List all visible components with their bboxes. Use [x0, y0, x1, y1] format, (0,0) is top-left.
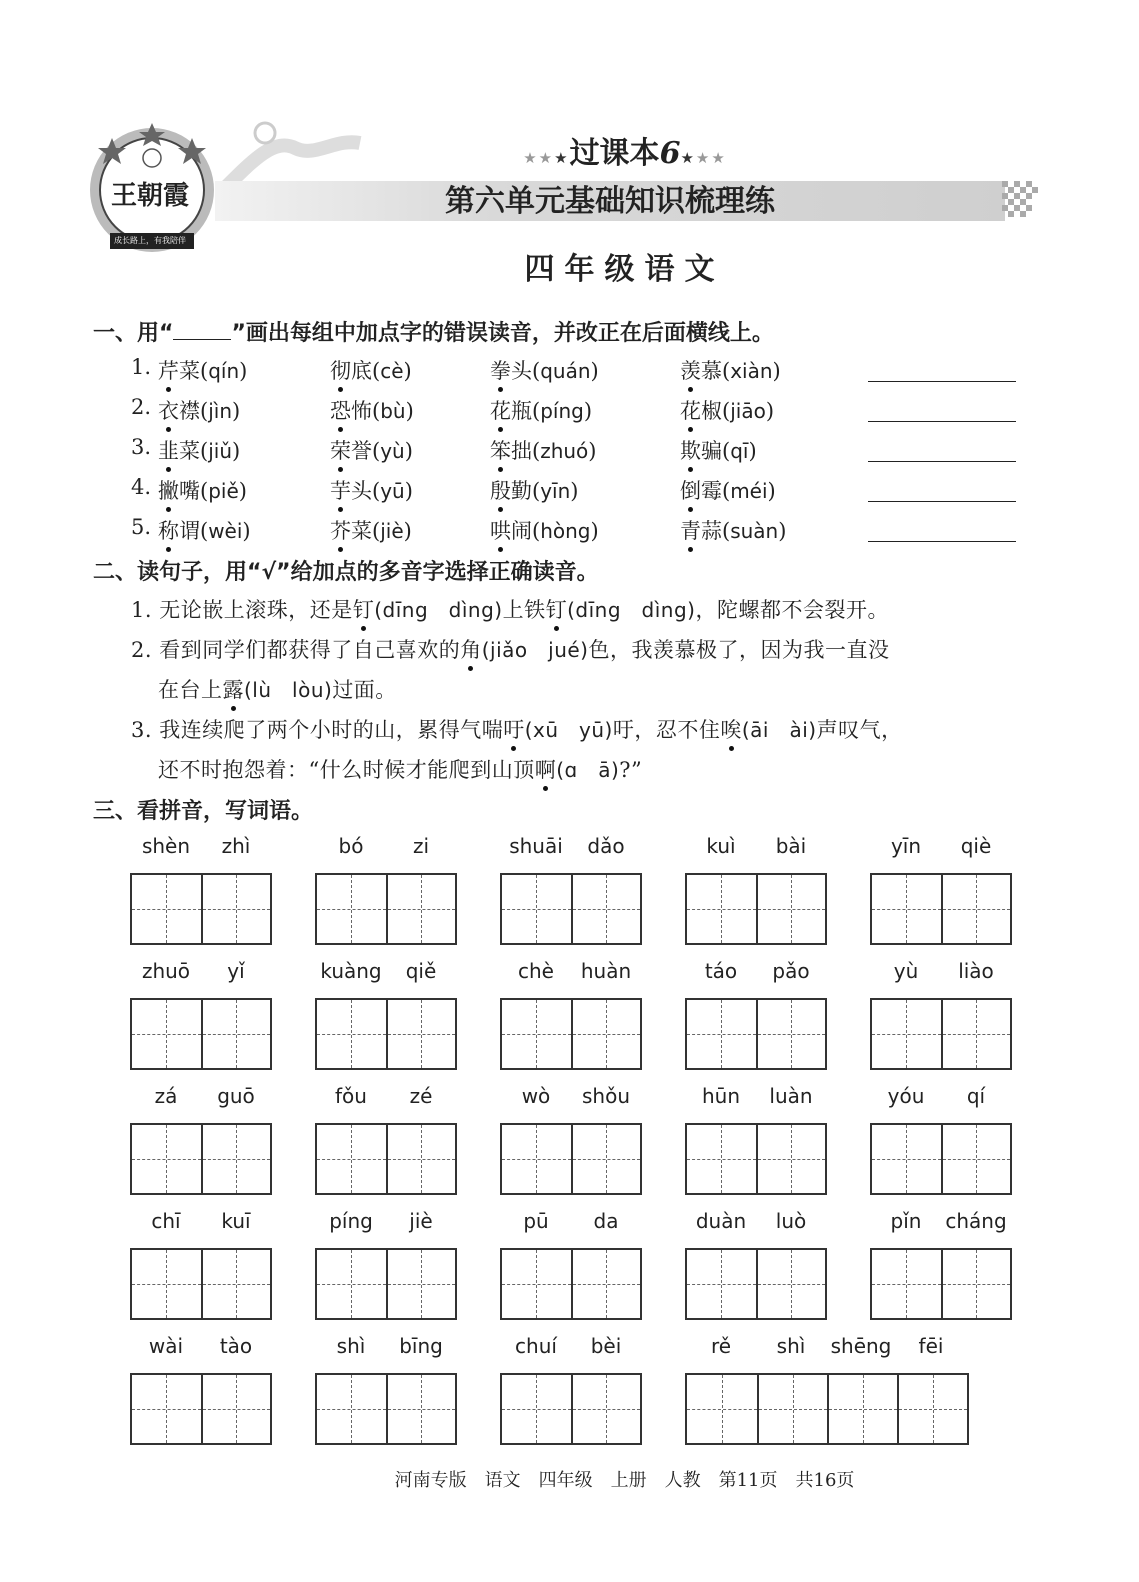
dotted-char: 恐 — [330, 399, 351, 423]
pinyin-syllable: dǎo — [587, 834, 625, 858]
writing-grid-long[interactable] — [685, 1373, 969, 1445]
writing-grid[interactable] — [870, 998, 1012, 1070]
pinyin-close: ) — [583, 399, 593, 423]
dotted-char: 哄 — [490, 519, 511, 543]
writing-grid[interactable] — [315, 1123, 457, 1195]
pinyin-open: ( — [722, 439, 731, 463]
pinyin-syllable: shì — [336, 1334, 366, 1358]
pinyin-syllable: bài — [775, 834, 807, 858]
pinyin-close: ) — [242, 519, 251, 543]
item-number: 3. — [131, 435, 152, 459]
grade-title: 四年级语文 — [524, 252, 725, 287]
writing-grid[interactable] — [500, 1123, 642, 1195]
grid-cell[interactable] — [132, 1250, 201, 1318]
pinyin-syllable: shì — [776, 1334, 806, 1358]
pinyin: qín — [208, 359, 240, 383]
answer-line[interactable] — [868, 541, 1016, 542]
word-item — [158, 475, 247, 505]
char: 底 — [351, 359, 372, 383]
pinyin-syllable: chè — [518, 959, 554, 983]
star-icon: ★★ — [523, 149, 555, 167]
writing-grid[interactable] — [315, 873, 457, 945]
pinyin-syllable: zhì — [221, 834, 251, 858]
char: 椒 — [701, 399, 722, 423]
grid-cell[interactable] — [687, 1375, 757, 1443]
writing-grid[interactable] — [130, 1123, 272, 1195]
grid-cell[interactable] — [827, 1375, 897, 1443]
word-item — [680, 355, 781, 385]
pinyin-open: ( — [372, 519, 381, 543]
grid-cell[interactable] — [201, 1000, 270, 1068]
pinyin: cè — [380, 359, 404, 383]
pinyin-close: ) — [767, 479, 776, 503]
writing-grid[interactable] — [130, 1248, 272, 1320]
char: 勤 — [511, 479, 532, 503]
pinyin-syllable: jiè — [409, 1209, 433, 1233]
unit-title: 第六单元基础知识梳理练 — [445, 184, 775, 219]
pinyin-close: ) — [588, 439, 597, 463]
writing-grid[interactable] — [870, 1248, 1012, 1320]
pinyin-open: ( — [200, 399, 209, 423]
pinyin: bù — [380, 399, 406, 423]
pinyin-open: ( — [200, 519, 209, 543]
pinyin-syllable: pǎo — [772, 959, 810, 983]
grid-cell[interactable] — [317, 1250, 386, 1318]
grid-cell[interactable] — [317, 1125, 386, 1193]
char: 襟 — [179, 399, 200, 423]
pinyin-syllable: shuāi — [509, 834, 563, 858]
char: 霉 — [701, 479, 722, 503]
grid-cell[interactable] — [571, 1375, 640, 1443]
pinyin-open: ( — [372, 439, 381, 463]
dotted-char: 芥 — [330, 519, 351, 543]
dotted-char: 羡 — [680, 359, 701, 383]
grid-cell[interactable] — [687, 1250, 756, 1318]
writing-grid[interactable] — [315, 1248, 457, 1320]
dotted-char: 衣 — [158, 399, 179, 423]
grid-cell[interactable] — [386, 1125, 455, 1193]
grid-cell[interactable] — [386, 1000, 455, 1068]
pinyin-syllable: yīn — [890, 834, 922, 858]
dotted-char: 韭 — [158, 439, 179, 463]
pinyin-close: ) — [405, 399, 414, 423]
grid-cell[interactable] — [201, 1250, 270, 1318]
writing-grid[interactable] — [500, 1248, 642, 1320]
pinyin-syllable: duàn — [695, 1209, 747, 1233]
grid-cell[interactable] — [872, 875, 941, 943]
section2-heading: 二、读句子，用“√”给加点的多音字选择正确读音。 — [93, 560, 599, 585]
sentence-3-cont: 还不时抱怨着：“什么时候才能爬到山顶啊(ɑ ā)?” — [158, 758, 643, 782]
word-item — [158, 515, 251, 545]
writing-grid[interactable] — [500, 998, 642, 1070]
char: 菜 — [179, 359, 200, 383]
writing-grid[interactable] — [500, 873, 642, 945]
pinyin-syllable: luàn — [769, 1084, 813, 1108]
grid-cell[interactable] — [687, 1000, 756, 1068]
pinyin-syllable: bèi — [590, 1334, 622, 1358]
grid-cell[interactable] — [132, 1000, 201, 1068]
pinyin-close: ) — [590, 519, 599, 543]
grid-cell[interactable] — [132, 875, 201, 943]
grid-cell[interactable] — [502, 1375, 571, 1443]
grid-cell[interactable] — [502, 1250, 571, 1318]
pinyin-close: ) — [403, 519, 412, 543]
grid-cell[interactable] — [941, 1250, 1010, 1318]
dotted-char: 称 — [158, 519, 179, 543]
pinyin-open: ( — [372, 359, 381, 383]
writing-grid[interactable] — [685, 873, 827, 945]
star-icon: ★★ — [695, 149, 727, 167]
grid-cell[interactable] — [571, 1000, 640, 1068]
grid-cell[interactable] — [571, 875, 640, 943]
pinyin-close: ) — [232, 439, 241, 463]
word-item — [158, 435, 240, 465]
writing-grid[interactable] — [130, 873, 272, 945]
char: 慕 — [701, 359, 722, 383]
pinyin-close: ) — [239, 359, 248, 383]
answer-line[interactable] — [868, 461, 1016, 462]
pinyin: yīn — [540, 479, 571, 503]
pinyin-syllable: yóu — [887, 1084, 925, 1108]
grid-cell[interactable] — [201, 875, 270, 943]
pinyin-close: ) — [404, 439, 413, 463]
pinyin-syllable: zhuō — [141, 959, 191, 983]
grid-cell[interactable] — [687, 875, 756, 943]
pinyin-syllable: bó — [338, 834, 364, 858]
pinyin-close: ) — [748, 439, 757, 463]
grid-cell[interactable] — [386, 1250, 455, 1318]
sentence-2: 2. 看到同学们都获得了自己喜欢的角(jiǎo jué)色，我羡慕极了，因为我一直没 — [131, 638, 890, 662]
writing-grid[interactable] — [500, 1373, 642, 1445]
sentence-2-cont: 在台上露(lù lòu)过面。 — [158, 678, 397, 702]
pinyin-syllable: luò — [775, 1209, 807, 1233]
grid-cell[interactable] — [571, 1125, 640, 1193]
word-item — [158, 395, 240, 425]
pinyin-open: ( — [532, 479, 541, 503]
item-number: 4. — [131, 475, 152, 499]
sentence-1: 1. 无论嵌上滚珠，还是钉(dīng dìng)上铁钉(dīng dìng)，陀螺都不会裂开。 — [131, 598, 889, 622]
dotted-char: 倒 — [680, 479, 701, 503]
item-number: 1. — [131, 355, 152, 379]
answer-line[interactable] — [868, 501, 1016, 502]
writing-grid[interactable] — [685, 1248, 827, 1320]
underline-sample — [173, 321, 231, 340]
grid-cell[interactable] — [941, 1125, 1010, 1193]
pinyin-syllable: rě — [710, 1334, 732, 1358]
pinyin-syllable: tào — [219, 1334, 253, 1358]
grid-cell[interactable] — [872, 1250, 941, 1318]
pinyin-close: ) — [778, 519, 787, 543]
pinyin-open: ( — [372, 399, 381, 423]
pinyin: quán — [540, 359, 591, 383]
grid-cell[interactable] — [502, 1125, 571, 1193]
pinyin-close: ) — [232, 399, 241, 423]
grid-cell[interactable] — [132, 1375, 201, 1443]
pinyin-syllable: qiè — [960, 834, 992, 858]
grid-cell[interactable] — [941, 1000, 1010, 1068]
grid-cell[interactable] — [872, 1125, 941, 1193]
word-item — [330, 515, 412, 545]
pinyin-syllable: yǐ — [227, 959, 245, 983]
word-item — [330, 355, 412, 385]
pinyin-syllable: fēi — [918, 1334, 944, 1358]
pinyin: piě — [208, 479, 239, 503]
pinyin-syllable: píng — [329, 1209, 373, 1233]
pinyin-close: ) — [403, 359, 412, 383]
pinyin-close: ) — [238, 479, 247, 503]
word-item — [680, 515, 786, 545]
pinyin-close: ) — [772, 359, 781, 383]
checker-decoration — [1002, 181, 1038, 221]
pinyin-syllable: pū — [523, 1209, 549, 1233]
grid-cell[interactable] — [386, 1375, 455, 1443]
pinyin: suàn — [730, 519, 779, 543]
pinyin-open: ( — [532, 519, 541, 543]
pinyin: yū — [380, 479, 405, 503]
char: 瓶 — [511, 399, 532, 423]
grid-cell[interactable] — [756, 1250, 825, 1318]
word-item — [330, 435, 413, 465]
char: 骗 — [701, 439, 722, 463]
word-item — [490, 515, 599, 545]
grid-cell[interactable] — [317, 1375, 386, 1443]
pinyin-syllable: fǒu — [335, 1084, 367, 1108]
word-item — [490, 435, 597, 465]
pinyin: jìn — [208, 399, 232, 423]
pinyin-syllable: da — [593, 1209, 619, 1233]
pinyin-syllable: liào — [958, 959, 994, 983]
pinyin-syllable: kuì — [706, 834, 736, 858]
char: 誉 — [351, 439, 372, 463]
pinyin-syllable: shèn — [141, 834, 191, 858]
word-item — [330, 395, 414, 425]
char: 蒜 — [701, 519, 722, 543]
section1-heading: 一、用“ ”画出每组中加点字的错误读音，并改正在后面横线上。 — [93, 321, 774, 346]
dotted-char: 芹 — [158, 359, 179, 383]
pinyin: qī — [730, 439, 749, 463]
grid-cell[interactable] — [317, 1000, 386, 1068]
grid-cell[interactable] — [317, 875, 386, 943]
pinyin: méi — [730, 479, 768, 503]
logo-name: 王朝霞 — [110, 181, 189, 211]
pinyin: píng — [540, 399, 584, 423]
writing-grid[interactable] — [870, 1123, 1012, 1195]
pinyin: zhuó — [540, 439, 589, 463]
word-item — [490, 355, 599, 385]
pinyin: jiāo — [730, 399, 766, 423]
pinyin: wèi — [208, 519, 243, 543]
word-item — [490, 475, 578, 505]
pinyin-open: ( — [722, 479, 731, 503]
pinyin-syllable: zá — [154, 1084, 178, 1108]
char: 头 — [351, 479, 372, 503]
word-item — [680, 435, 757, 465]
grid-cell[interactable] — [872, 1000, 941, 1068]
sentence-3: 3. 我连续爬了两个小时的山，累得气喘吁(xū yū)吁，忍不住唉(āi ài)声叹气， — [131, 718, 903, 742]
pinyin-open: ( — [532, 399, 541, 423]
char: 菜 — [179, 439, 200, 463]
pinyin-syllable: táo — [704, 959, 738, 983]
grid-cell[interactable] — [502, 1000, 571, 1068]
pinyin-syllable: huàn — [580, 959, 632, 983]
answer-line[interactable] — [868, 381, 1016, 382]
pinyin-syllable: yù — [893, 959, 919, 983]
grid-cell[interactable] — [687, 1125, 756, 1193]
writing-grid[interactable] — [685, 1123, 827, 1195]
grid-cell[interactable] — [201, 1375, 270, 1443]
star-icon: ★ — [554, 149, 570, 167]
grid-cell[interactable] — [756, 1125, 825, 1193]
dotted-char: 芋 — [330, 479, 351, 503]
dotted-char: 花 — [680, 399, 701, 423]
dotted-char: 笨 — [490, 439, 511, 463]
grid-cell[interactable] — [386, 875, 455, 943]
series-title: ★★★过课本6★★★ — [523, 136, 727, 171]
pinyin-open: ( — [532, 359, 541, 383]
dotted-char: 青 — [680, 519, 701, 543]
pinyin-syllable: zé — [409, 1084, 433, 1108]
grid-cell[interactable] — [756, 1000, 825, 1068]
pinyin-close: ) — [765, 399, 775, 423]
pinyin: xiàn — [730, 359, 773, 383]
pinyin: jiǔ — [208, 439, 232, 463]
section3-heading: 三、看拼音，写词语。 — [93, 799, 314, 824]
word-item — [330, 475, 413, 505]
char: 闹 — [511, 519, 532, 543]
dotted-char: 荣 — [330, 439, 351, 463]
pinyin-close: ) — [570, 479, 579, 503]
pinyin-syllable: wò — [521, 1084, 551, 1108]
pinyin-syllable: kuàng — [320, 959, 382, 983]
pinyin-open: ( — [372, 479, 381, 503]
pinyin-close: ) — [404, 479, 413, 503]
dotted-char: 殷 — [490, 479, 511, 503]
word-item — [680, 395, 774, 425]
writing-grid[interactable] — [130, 998, 272, 1070]
pinyin-syllable: kuī — [221, 1209, 251, 1233]
pinyin-syllable: bīng — [399, 1334, 443, 1358]
pinyin-syllable: qí — [966, 1084, 986, 1108]
grid-cell[interactable] — [571, 1250, 640, 1318]
pinyin-syllable: shǒu — [581, 1084, 630, 1108]
grid-cell[interactable] — [897, 1375, 967, 1443]
char: 谓 — [179, 519, 200, 543]
answer-line[interactable] — [868, 421, 1016, 422]
pinyin-syllable: shēng — [830, 1334, 892, 1358]
pinyin-syllable: wài — [148, 1334, 184, 1358]
pinyin-open: ( — [200, 439, 209, 463]
writing-grid[interactable] — [130, 1373, 272, 1445]
pinyin-open: ( — [722, 359, 731, 383]
writing-grid[interactable] — [870, 873, 1012, 945]
pinyin-open: ( — [200, 479, 209, 503]
char: 头 — [511, 359, 532, 383]
grid-cell[interactable] — [941, 875, 1010, 943]
char: 怖 — [351, 399, 372, 423]
grid-cell[interactable] — [756, 875, 825, 943]
writing-grid[interactable] — [685, 998, 827, 1070]
dotted-char: 花 — [490, 399, 511, 423]
word-item — [490, 395, 592, 425]
pinyin-syllable: cháng — [945, 1209, 1007, 1233]
writing-grid[interactable] — [315, 998, 457, 1070]
dotted-char: 撇 — [158, 479, 179, 503]
item-number: 2. — [131, 395, 152, 419]
grid-cell[interactable] — [502, 875, 571, 943]
grid-cell[interactable] — [132, 1125, 201, 1193]
pinyin-syllable: chī — [151, 1209, 181, 1233]
word-item — [158, 355, 247, 385]
star-icon: ★ — [680, 149, 696, 167]
pinyin-syllable: chuí — [515, 1334, 557, 1358]
pinyin-syllable: guō — [217, 1084, 255, 1108]
dotted-char: 欺 — [680, 439, 701, 463]
pinyin-syllable: hūn — [701, 1084, 741, 1108]
pinyin: hòng — [540, 519, 591, 543]
pinyin-syllable: qiě — [405, 959, 437, 983]
pinyin: jiè — [380, 519, 404, 543]
grid-cell[interactable] — [757, 1375, 827, 1443]
word-item — [680, 475, 776, 505]
char: 拙 — [511, 439, 532, 463]
writing-grid[interactable] — [315, 1373, 457, 1445]
item-number: 5. — [131, 515, 152, 539]
dotted-char: 彻 — [330, 359, 351, 383]
page-footer: 河南专版 语文 四年级 上册 人教 第11页 共16页 — [394, 1470, 855, 1491]
pinyin-open: ( — [722, 399, 731, 423]
pinyin-open: ( — [200, 359, 209, 383]
pinyin-open: ( — [722, 519, 731, 543]
char: 嘴 — [179, 479, 200, 503]
dotted-char: 拳 — [490, 359, 511, 383]
pinyin: yù — [380, 439, 405, 463]
pinyin-close: ) — [590, 359, 599, 383]
pinyin-syllable: zi — [412, 834, 430, 858]
pinyin-syllable: pǐn — [890, 1209, 922, 1233]
grid-cell[interactable] — [201, 1125, 270, 1193]
logo-slogan: 成长路上，有我陪伴 — [114, 236, 186, 245]
pinyin-open: ( — [532, 439, 541, 463]
char: 菜 — [351, 519, 372, 543]
